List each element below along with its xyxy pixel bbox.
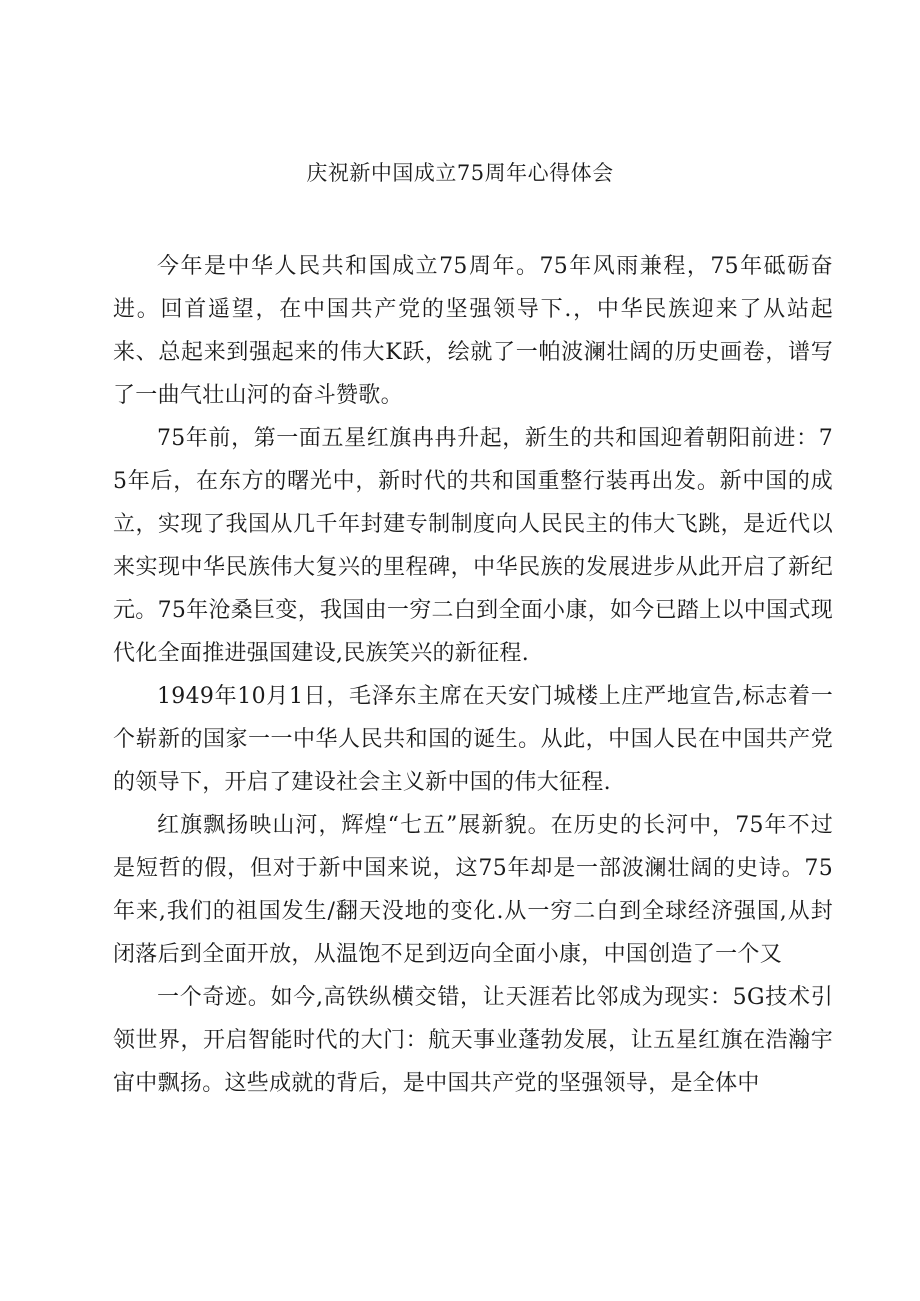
paragraph: 1949年10月1日，毛泽东主席在天安门城楼上庄严地宣告,标志着一个崭新的国家一一中华人民共和国的诞生。从此，中国人民在中国共产党的领导下，开启了建设社会主义新中国的伟大征程.: [113, 684, 833, 795]
document-body: [113, 245, 833, 1105]
document-title: 庆祝新中国成立75周年心得体会: [306, 161, 614, 185]
paragraph: 今年是中华人民共和国成立75周年。75年风雨兼程，75年砥砺奋进。回首遥望，在中国共产党的坚强领导下.，中华民族迎来了从站起来、总起来到强起来的伟大K跃，绘就了一帕波澜壮阔的历史画卷，谱写了一曲气壮山河的奋斗赞歌。: [113, 254, 833, 408]
paragraph: 红旗飘扬映山河，辉煌“七五”展新貌。在历史的长河中，75年不过是短哲的假，但对于新中国来说，这75年却是一部波澜壮阔的史诗。75年来,我们的祖国发生/翻天没地的变化.从一穷二白到全球经济强国,从封闭落后到全面开放，从温饱不足到迈向全面小康，中国创造了一个又: [113, 813, 833, 967]
paragraph: 一个奇迹。如今,高铁纵横交错，让天涯若比邻成为现实：5G技术引领世界，开启智能时代的大门：航天事业蓬勃发展，让五星红旗在浩瀚宇宙中飘扬。这些成就的背后，是中国共产党的坚强领导，是全体中: [113, 985, 833, 1096]
paragraph: 75年前，第一面五星红旗冉冉升起，新生的共和国迎着朝阳前进：75年后，在东方的曙光中，新时代的共和国重整行装再出发。新中国的成立，实现了我国从几千年封建专制制度向人民民主的伟大飞跳，是近代以来实现中华民族伟大复兴的里程碑，中华民族的发展进步从此开启了新纪元。75年沧桑巨变，我国由一穷二白到全面小康，如今已踏上以中国式现代化全面推进强国建设,民族笑兴的新征程.: [113, 426, 833, 666]
